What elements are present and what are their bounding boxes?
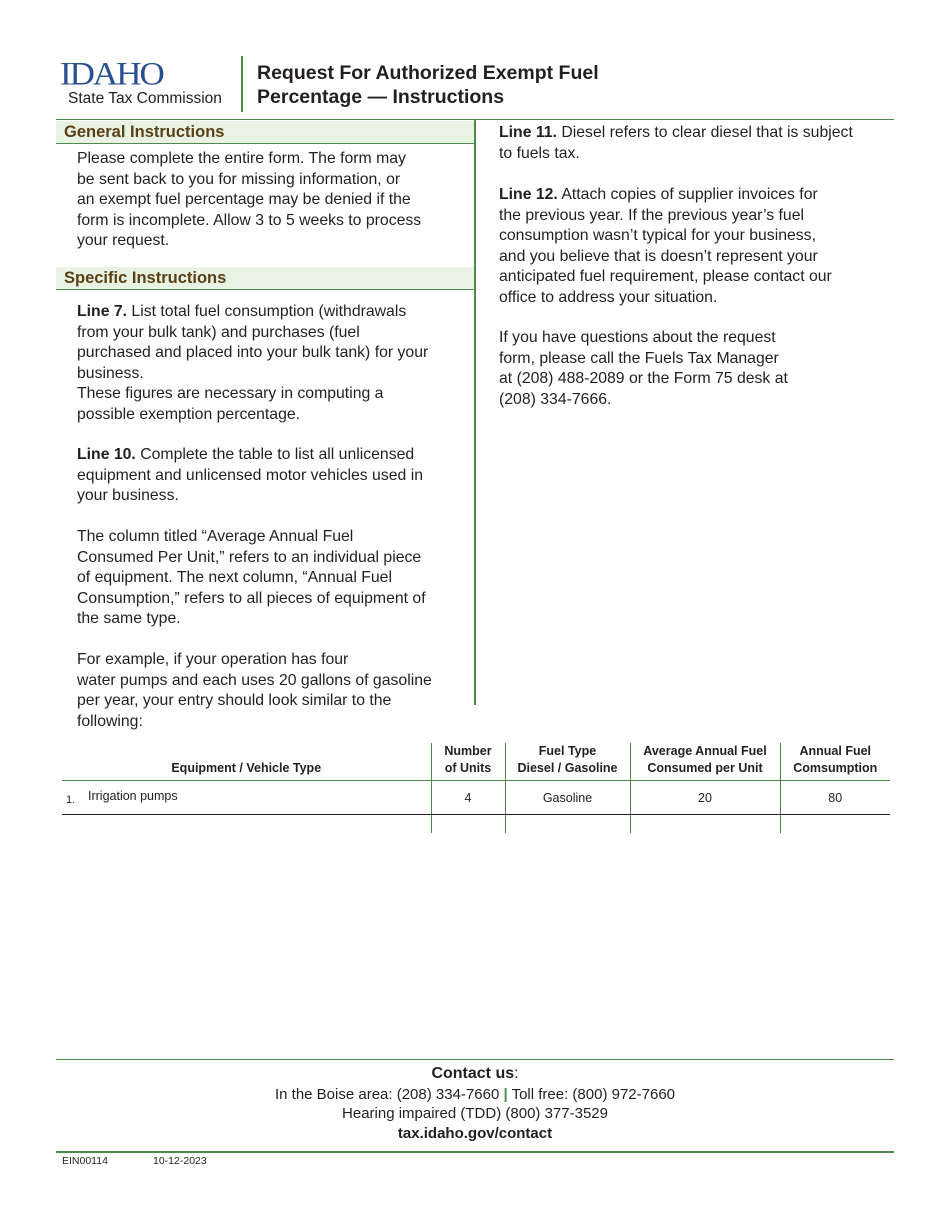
header-fuel-type: Fuel Type Diesel / Gasoline — [505, 743, 630, 781]
line-11-label: Line 11. — [499, 124, 557, 141]
empty-cell — [62, 815, 431, 834]
line-7-instructions — [77, 302, 472, 426]
header-average-annual-fuel: Average Annual Fuel Consumed per Unit — [630, 743, 780, 781]
header-annual-fuel-consumption: Annual Fuel Comsumption — [780, 743, 890, 781]
tollfree-phone: Toll free: (800) 972-7660 — [511, 1086, 676, 1103]
footer-rule-bottom — [56, 1151, 894, 1153]
table-row — [62, 781, 890, 815]
line-7-text: List total fuel consumption (withdrawals from your bulk tank) and purchases (fuel purchased and placed into your bulk tank) for your business. These figures are necessary in computing a possible exemption percentage. — [77, 303, 429, 423]
line-11-text: Diesel refers to clear diesel that is subject to fuels tax. — [499, 124, 853, 162]
line-12-text: Attach copies of supplier invoices for the previous year. If the previous year’s fuel consumption wasn’t typical for your business, and you believe that is doesn’t represent your anticipated fuel requirement, please contact our office to address your situation. — [499, 186, 832, 306]
table-row-empty — [62, 815, 890, 834]
contact-heading: Contact us: — [431, 1065, 519, 1082]
empty-cell — [630, 815, 780, 834]
table-header-row — [62, 743, 890, 781]
page-title — [257, 61, 599, 109]
boise-phone: In the Boise area: (208) 334-7660 — [274, 1086, 500, 1103]
example-text: For example, if your operation has four water pumps and each uses 20 gallons of gasoline per year, your entry should look similar to the following: — [77, 651, 432, 730]
header-equipment: Equipment / Vehicle Type — [62, 743, 431, 781]
empty-cell — [431, 815, 505, 834]
line-10-label: Line 10. — [77, 446, 136, 463]
phone-separator: | — [503, 1086, 508, 1103]
line-10-text: Complete the table to list all unlicensed equipment and unlicensed motor vehicles used in your business. — [77, 446, 423, 505]
equipment-value: Irrigation pumps — [88, 789, 178, 803]
column-divider — [474, 120, 476, 705]
line-7-label: Line 7. — [77, 303, 128, 320]
footer-rule-top — [56, 1059, 894, 1060]
contact-website-link[interactable]: tax.idaho.gov/contact — [397, 1125, 553, 1142]
title-line-1: Request For Authorized Exempt Fuel — [257, 62, 599, 84]
tdd-phone: Hearing impaired (TDD) (800) 377-3529 — [342, 1105, 608, 1122]
line-10-instructions — [77, 445, 472, 507]
form-id: EIN00114 — [62, 1155, 108, 1167]
line-11-instructions — [499, 123, 894, 164]
column-explanation-text: The column titled “Average Annual Fuel Consumed Per Unit,” refers to an individual piece of equipment. The next column, “Annual Fuel Consumption,” refers to all pieces of equipment of the same type. — [77, 528, 426, 628]
idaho-logo: IDAHO — [60, 55, 163, 93]
cell-annual: 80 — [780, 781, 890, 815]
general-instructions-text: Please complete the entire form. The form may be sent back to you for missing information, or an exempt fuel percentage may be denied if the form is incomplete. Allow 3 to 5 weeks to process your request. — [77, 150, 422, 250]
header-divider — [241, 56, 243, 112]
form-date: 10-12-2023 — [153, 1155, 207, 1167]
row-number: 1. — [66, 794, 76, 806]
cell-units: 4 — [431, 781, 505, 815]
agency-name: State Tax Commission — [68, 90, 222, 107]
line-12-instructions — [499, 185, 894, 309]
cell-fuel-type: Gasoline — [505, 781, 630, 815]
general-instructions-heading: General Instructions — [56, 121, 474, 144]
specific-instructions-heading: Specific Instructions — [56, 267, 474, 290]
cell-average: 20 — [630, 781, 780, 815]
cell-equipment — [62, 781, 431, 815]
empty-cell — [505, 815, 630, 834]
header-number-of-units: Number of Units — [431, 743, 505, 781]
example-table — [62, 743, 890, 833]
empty-cell — [780, 815, 890, 834]
line-12-label: Line 12. — [499, 186, 558, 203]
title-line-2: Percentage — Instructions — [257, 86, 505, 108]
questions-text: If you have questions about the request form, please call the Fuels Tax Manager at (208) 488-2089 or the Form 75 desk at (208) 334-7666. — [499, 329, 788, 408]
contact-phones — [56, 1085, 894, 1105]
